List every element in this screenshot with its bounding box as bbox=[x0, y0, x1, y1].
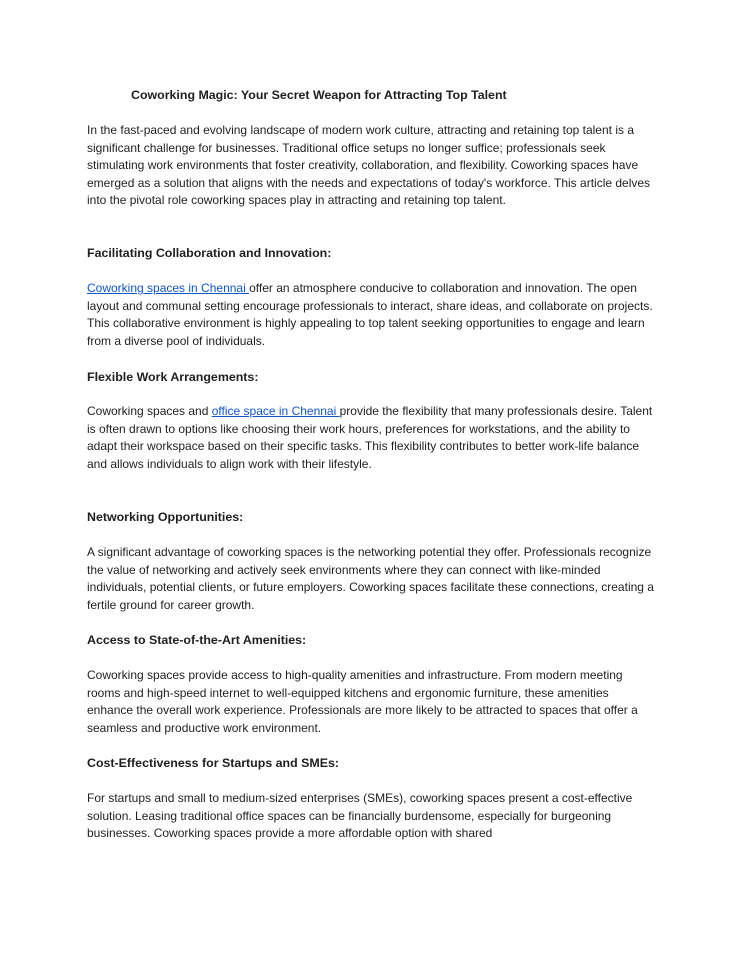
heading-amenities: Access to State-of-the-Art Amenities: bbox=[87, 633, 307, 647]
paragraph-flexible-work bbox=[87, 403, 657, 473]
heading-networking: Networking Opportunities: bbox=[87, 510, 244, 524]
paragraph-cost-effectiveness: For startups and small to medium-sized enterprises (SMEs), coworking spaces present a cost-effective solution. Leasing traditional office spaces can be financially burdensome, especially for burgeoning businesses. Coworking spaces provide a more affordable option with shared bbox=[87, 791, 633, 841]
intro-paragraph: In the fast-paced and evolving landscape of modern work culture, attracting and retaining top talent is a significant challenge for businesses. Traditional office setups no longer suffice; professionals seek stimulating work environments that foster creativity, collaboration, and flexibility. Coworking spaces have emerged as a solution that aligns with the needs and expectations of today's workforce. This article delves into the pivotal role coworking spaces play in attracting and retaining top talent. bbox=[87, 123, 651, 208]
paragraph-collaboration bbox=[87, 280, 657, 350]
paragraph-networking: A significant advantage of coworking spaces is the networking potential they offer. Professionals recognize the value of networking and actively seek environments where they can connect with like-minded individuals, potential clients, or future employers. Coworking spaces facilitate these connections, creating a fertile ground for career growth. bbox=[87, 545, 654, 612]
paragraph-amenities: Coworking spaces provide access to high-quality amenities and infrastructure. From modern meeting rooms and high-speed internet to well-equipped kitchens and ergonomic furniture, these amenities enhance the overall work experience. Professionals are more likely to be attracted to spaces that offer a seamless and productive work environment. bbox=[87, 668, 638, 735]
heading-collaboration: Facilitating Collaboration and Innovation: bbox=[87, 246, 332, 260]
heading-flexible-work: Flexible Work Arrangements: bbox=[87, 370, 259, 384]
link-office-space-chennai[interactable]: office space in Chennai bbox=[211, 404, 340, 418]
heading-cost-effectiveness: Cost-Effectiveness for Startups and SMEs: bbox=[87, 756, 339, 770]
document-title: Coworking Magic: Your Secret Weapon for Attracting Top Talent bbox=[131, 88, 507, 102]
paragraph-collaboration-text: offer an atmosphere conducive to collaboration and innovation. The open layout and communal setting encourage professionals to interact, share ideas, and collaborate on projects. This collaborative environment is highly appealing to top talent seeking opportunities to engage and learn from a diverse pool of individuals. bbox=[87, 281, 653, 348]
paragraph-flexible-work-lead: Coworking spaces and bbox=[87, 404, 212, 418]
paragraph-flexible-work-text: provide the flexibility that many professionals desire. Talent is often drawn to options like choosing their work hours, preferences for workstations, and the ability to adapt their workspace based on their specific tasks. This flexibility contributes to better work-life balance and allows individuals to align work with their lifestyle. bbox=[87, 404, 653, 471]
link-coworking-spaces-chennai[interactable]: Coworking spaces in Chennai bbox=[87, 281, 250, 295]
